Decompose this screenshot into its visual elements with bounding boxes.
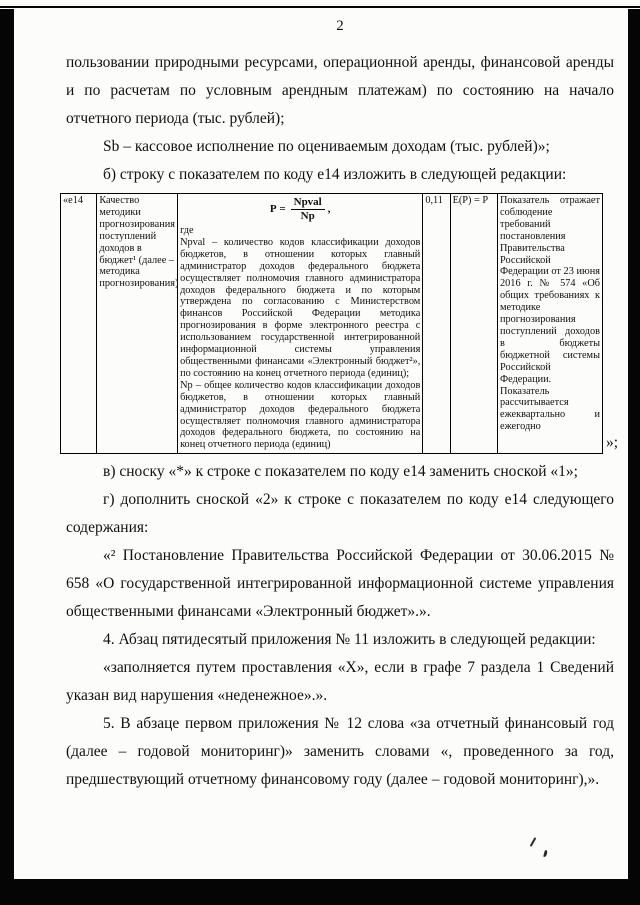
formula-where-np: Np – общее количество кодов классификации доходов бюджетов, в отношении которых главный администратор доходов федерального бюджета осуществляет полномочия главного администратора доходов федерального бюджета, по состоянию на конец отчетного периода (единиц) [180,379,421,451]
ink-mark-artifact [543,850,547,857]
table-closing-quote: »; [606,434,619,452]
cell-indicator-name: Качество методики прогнозирования поступлений доходов в бюджет¹ (далее – методика прогнозирования) [97,194,178,454]
cell-formula [178,194,423,454]
paragraph-footnote-2: «² Постановление Правительства Российской Федерации от 30.06.2015 № 658 «О государственной интегрированной информационной системе управления общественными финансами «Электронный бюджет».». [66,547,614,621]
cell-target-formula: Е(Р) = Р [450,194,497,454]
paragraph-item-g: г) дополнить сноской «2» к строке с показателем по коду е14 следующего содержания: [66,491,614,537]
table-row [61,194,603,454]
cell-description: Показатель отражает соблюдение требований постановления Правительства Российской Федерации от 23 июня 2016 г. № 574 «Об общих требованиях к методике прогнозирования поступлений доходов в бюджеты бюджетной системы Российской Федерации. Показатель рассчитывается ежеквартально и ежегодно [498,194,603,454]
ink-mark-artifact [530,837,537,847]
indicator-table-wrap [60,193,620,454]
formula-numerator: Npval [291,197,325,210]
formula-denominator: Np [300,210,315,222]
formula-lhs: Р = [269,203,286,216]
paragraph-continuation: пользовании природными ресурсами, операционной аренды, финансовой аренды и по расчетам по условным арендным платежам) по состоянию на начало отчетного периода (тыс. рублей); [66,54,614,127]
formula-where-npval: Npval – количество кодов классификации доходов бюджетов, в отношении которых главный администратор доходов федерального бюджета осуществляет полномочия главного администратора доходов федерального бюджета и по которым утверждена по согласованию с Министерством финансов Российской Федерации методика прогнозирования в форме электронного реестра с использованием государственной интегрированной информационной системы управления общественными финансами «Электронный бюджет²», по состоянию на конец отчетного периода (единиц); [180,236,421,379]
page-number: 2 [336,18,344,34]
cell-weight-value: 0,11 [423,194,450,454]
page-content [14,0,628,794]
page-border-right [628,9,640,905]
indicator-table [60,193,603,454]
paragraph-item-b: б) строку с показателем по коду е14 изложить в следующей редакции: [103,166,567,183]
formula-comma: , [327,203,331,216]
formula [180,195,420,225]
cell-indicator-code: «е14 [61,194,97,454]
paragraph-item-v: в) сноску «*» к строке с показателем по коду е14 заменить сноской «1»; [103,463,578,481]
paragraph-item-4: 4. Абзац пятидесятый приложения № 11 изложить в следующей редакции: [103,631,596,649]
paragraph-item-5: 5. В абзаце первом приложения № 12 слова «за отчетный финансовый год (далее – годовой мониторинг)» заменить словами «, проведенного за год, предшествующий отчетному финансовому году (далее – годовой мониторинг),». [66,715,614,789]
paragraph-sb-definition: Sb – кассовое исполнение по оцениваемым доходам (тыс. рублей)»; [103,138,550,155]
formula-fraction [291,197,325,222]
page-border-bottom [0,879,640,905]
page-border-left [0,9,14,905]
paragraph-quote-item-4: «заполняется путем проставления «Х», если в графе 7 раздела 1 Сведений указан вид нарушения «неденежное».». [66,659,614,705]
formula-where-label: где [180,225,194,236]
